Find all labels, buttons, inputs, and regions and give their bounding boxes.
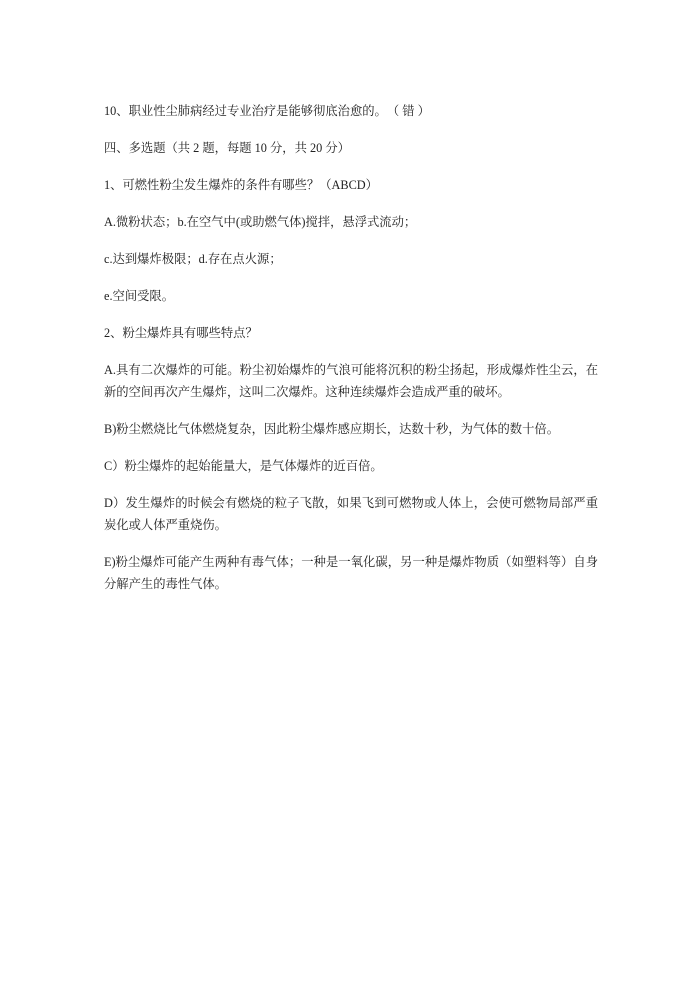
- paragraph-q1-options-a-b: A.微粉状态；b.在空气中(或助燃气体)搅拌，悬浮式流动；: [104, 215, 417, 229]
- paragraph-question-1: 1、可燃性粉尘发生爆炸的条件有哪些？（ABCD）: [104, 178, 378, 192]
- paragraph-q1-options-c-d: c.达到爆炸极限；d.存在点火源；: [104, 252, 282, 266]
- paragraph-q2-feature-d: D）发生爆炸的时候会有燃烧的粒子飞散，如果飞到可燃物或人体上，会使可燃物局部严重炭化或人体严重烧伤。: [104, 496, 598, 532]
- paragraph-q2-feature-a: A.具有二次爆炸的可能。粉尘初始爆炸的气浪可能将沉积的粉尘扬起，形成爆炸性尘云，在新的空间再次产生爆炸，这叫二次爆炸。这种连续爆炸会造成严重的破坏。: [104, 363, 598, 399]
- paragraph-q1-option-e: e.空间受限。: [104, 289, 175, 303]
- paragraph-q2-feature-e: E)粉尘爆炸可能产生两种有毒气体；一种是一氧化碳，另一种是爆炸物质（如塑料等）自身分解产生的毒性气体。: [104, 555, 598, 591]
- document-text-block: [104, 100, 598, 610]
- paragraph-question-2: 2、粉尘爆炸具有哪些特点？: [104, 326, 258, 340]
- paragraph-q10-true-false: 10、职业性尘肺病经过专业治疗是能够彻底治愈的。 （ 错 ）: [104, 104, 430, 118]
- paragraph-q2-feature-b: B)粉尘燃烧比气体燃烧复杂，因此粉尘爆炸感应期长，达数十秒，为气体的数十倍。: [104, 422, 559, 436]
- paragraph-q2-feature-c: C）粉尘爆炸的起始能量大，是气体爆炸的近百倍。: [104, 459, 383, 473]
- paragraph-section-multiple-choice-heading: 四、多选题（共 2 题，每题 10 分，共 20 分）: [104, 141, 350, 155]
